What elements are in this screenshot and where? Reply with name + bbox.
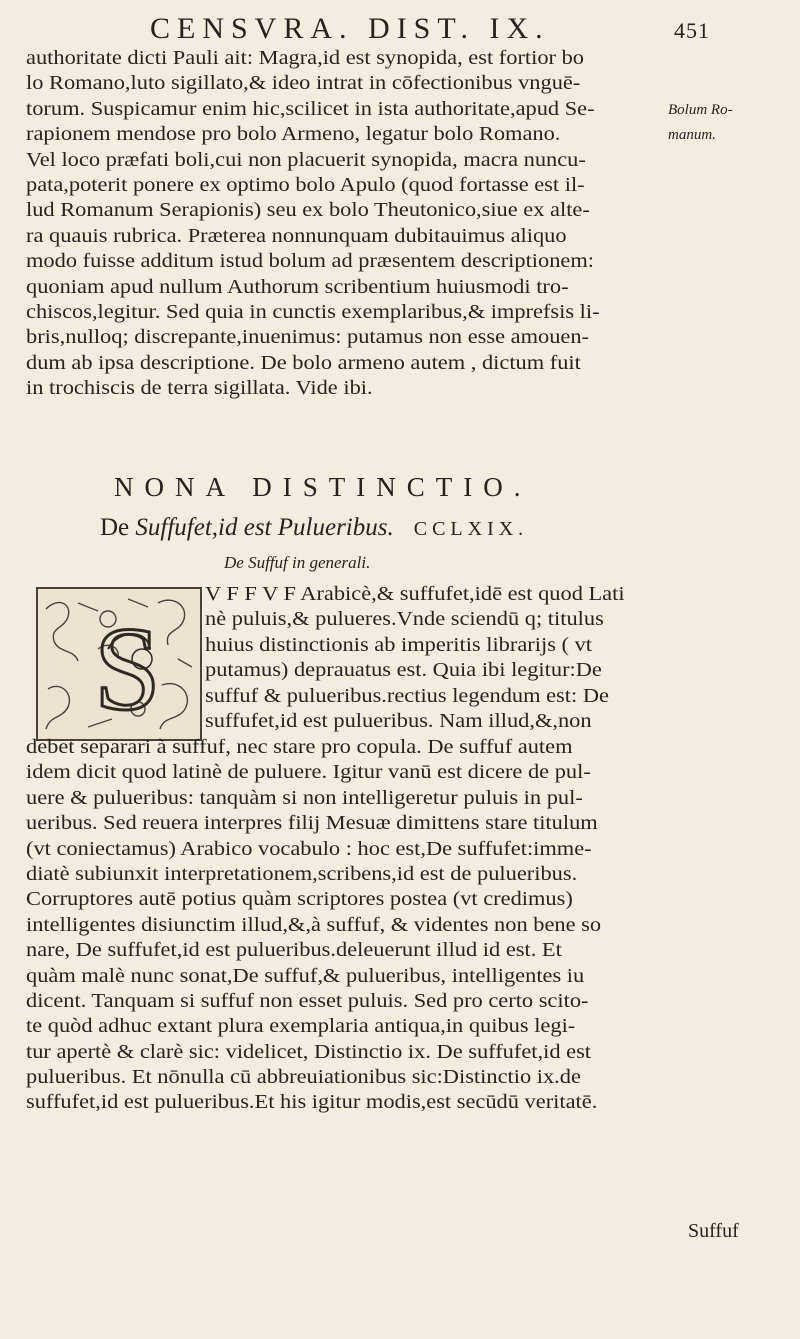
text-line: V F F V F Arabicè,& suffufet,idē est quod Lati — [205, 583, 625, 605]
chapter-heading — [100, 514, 700, 542]
section-heading: NONA DISTINCTIO. — [114, 472, 532, 502]
text-line: pulueribus. Et nōnulla cū abbreuiationibus sic:Distinctio ix.de — [26, 1066, 581, 1089]
text-line: putamus) deprauatus est. Quia ibi legitur:De — [205, 659, 602, 682]
marginal-note-line: Bolum Ro- — [668, 102, 733, 118]
catchword: Suffuf — [688, 1220, 739, 1242]
text-line: dicent. Tanquam si suffuf non esset puluis. Sed pro certo scito- — [26, 989, 589, 1012]
text-line: tur apertè & clarè sic: videlicet, Distinctio ix. De suffufet,id est — [26, 1040, 592, 1063]
paragraph-suffuf-intro — [205, 582, 685, 734]
text-line: lud Romanum Serapionis) seu ex bolo Theutonico,siue ex alte- — [26, 199, 590, 222]
text-line: authoritate dicti Pauli ait: Magra,id est synopida, est fortior bo — [26, 47, 585, 69]
text-line: idem dicit quod latinè de puluere. Igitur vanū est dicere de pul- — [26, 761, 591, 784]
text-line: uere & pulueribus: tanquàm si non intelligeretur puluis in pul- — [26, 786, 583, 809]
text-line: ueribus. Sed reuera interpres filij Mesuæ dimittens stare titulum — [26, 812, 598, 835]
paragraph-suffuf-continued — [26, 735, 662, 1116]
text-line: intelligentes disiunctim illud,&,à suffuf, & videntes non bene so — [26, 913, 602, 936]
decorated-initial-S-icon — [36, 587, 202, 741]
text-line: pata,poterit ponere ex optimo bolo Apulo (quod fortasse est il- — [26, 173, 585, 196]
text-line: diatè subiunxit interpretationem,scribens,id est de pulueribus. — [26, 862, 578, 885]
marginal-note — [668, 98, 796, 149]
text-line: suffuf & pulueribus.rectius legendum est: De — [205, 684, 609, 707]
svg-text:S: S — [94, 602, 161, 735]
text-line: quàm malè nunc sonat,De suffuf,& pulueribus, intelligentes iu — [26, 964, 585, 987]
text-line: huius distinctionis ab imperitis librarijs ( vt — [205, 633, 592, 656]
text-line: rapionem mendose pro bolo Armeno, legatur bolo Romano. — [26, 123, 561, 146]
text-line: ra quauis rubrica. Præterea nonnunquam dubitauimus aliquo — [26, 224, 567, 247]
text-line: dum ab ipsa descriptione. De bolo armeno autem , dictum fuit — [26, 351, 581, 374]
text-line: debet separari à suffuf, nec stare pro copula. De suffuf autem — [26, 736, 573, 758]
chapter-heading-prefix: De — [100, 514, 136, 541]
text-line: bris,nulloq; discrepante,inuenimus: putamus non esse amouen- — [26, 326, 590, 349]
sub-heading: De Suffuf in generali. — [224, 553, 371, 572]
text-line: suffufet,id est pulueribus. Nam illud,&,non — [205, 709, 592, 732]
text-line: quoniam apud nullum Authorum scribentium huiusmodi tro- — [26, 275, 569, 298]
text-line: Corruptores autē potius quàm scriptores postea (vt credimus) — [26, 888, 573, 911]
text-line: chiscos,legitur. Sed quia in cunctis exemplaribus,& imprefsis li- — [26, 300, 600, 323]
text-line: torum. Suspicamur enim hic,scilicet in ista authoritate,apud Se- — [26, 97, 595, 120]
chapter-heading-title: Suffufet,id est Pulueribus. — [135, 514, 394, 541]
text-line: suffufet,id est pulueribus.Et his igitur modis,est secūdū veritatē. — [26, 1091, 598, 1114]
running-head-title: CENSVRA. DIST. IX. — [150, 12, 550, 45]
text-line: Vel loco præfati boli,cui non placuerit synopida, macra nuncu- — [26, 148, 586, 171]
marginal-note-line: manum. — [668, 127, 716, 144]
text-line: te quòd adhuc extant plura exemplaria antiqua,in quibus legi- — [26, 1015, 576, 1038]
paragraph-bolo-armeno — [26, 46, 662, 401]
chapter-number: CCLXIX. — [413, 518, 529, 540]
text-line: in trochiscis de terra sigillata. Vide ibi. — [26, 377, 373, 400]
text-line: nè puluis,& pulueres.Vnde sciendū q; titulus — [205, 608, 604, 631]
text-line: modo fuisse additum istud bolum ad præsentem descriptionem: — [26, 250, 595, 273]
text-line: nare, De suffufet,id est pulueribus.deleuerunt illud id est. Et — [26, 939, 562, 962]
running-head — [150, 12, 710, 46]
text-line: (vt coniectamus) Arabico vocabulo : hoc est,De suffufet:imme- — [26, 837, 592, 860]
text-line: lo Romano,luto sigillato,& ideo intrat in cōfectionibus vnguē- — [26, 72, 581, 95]
page-number: 451 — [674, 18, 710, 43]
